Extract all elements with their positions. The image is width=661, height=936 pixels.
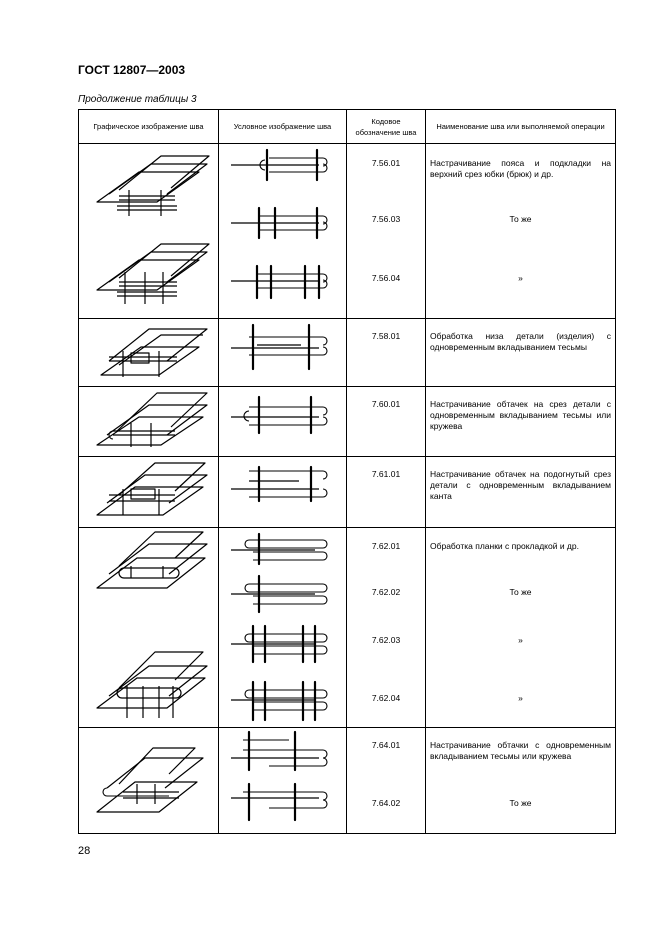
graphic-seam-image (79, 528, 219, 728)
column-header: Графическое изображение шва (79, 110, 219, 144)
seam-drawing (79, 528, 219, 728)
seam-symbol (219, 319, 347, 387)
operation-name: Обработка планки с прокладкой и др. (430, 541, 579, 551)
operation-name: То же (509, 798, 532, 808)
conventional-seam-image (219, 728, 347, 834)
seam-code: 7.64.01 (371, 740, 401, 750)
operation-cell (426, 528, 616, 728)
column-header: Кодовое обозначение шва (347, 110, 426, 144)
conventional-seam-image (219, 319, 347, 387)
seam-code: 7.62.03 (371, 635, 401, 645)
code-cell (347, 457, 426, 528)
graphic-seam-image (79, 319, 219, 387)
operation-name: Обработка низа детали (изделия) с одновременным вкладыванием тесьмы (430, 331, 611, 352)
operation-name: » (518, 693, 523, 703)
operation-cell (426, 457, 616, 528)
table-caption: Продолжение таблицы 3 (78, 94, 197, 105)
graphic-seam-image (79, 387, 219, 457)
operation-name: » (518, 635, 523, 645)
column-header: Условное изображение шва (219, 110, 347, 144)
operation-cell (426, 728, 616, 834)
standard-title: ГОСТ 12807—2003 (78, 63, 186, 77)
table-header-row (79, 110, 616, 144)
seam-code: 7.60.01 (371, 399, 401, 409)
seam-code: 7.62.04 (371, 693, 401, 703)
seam-code: 7.58.01 (371, 331, 401, 341)
conventional-seam-image (219, 144, 347, 319)
seam-symbol (219, 387, 347, 457)
seam-symbol (219, 457, 347, 528)
table-row (79, 387, 616, 457)
code-cell (347, 728, 426, 834)
conventional-seam-image (219, 387, 347, 457)
conventional-seam-image (219, 457, 347, 528)
operation-name: Настрачивание пояса и подкладки на верхний срез юбки (брюк) и др. (430, 158, 611, 179)
table-row (79, 528, 616, 728)
operation-name: То же (509, 214, 532, 224)
operation-name: » (518, 273, 523, 283)
operation-name: Настрачивание обтачек на подогнутый срез детали с одновременным вкладыванием канта (430, 469, 611, 501)
code-cell (347, 528, 426, 728)
page-number: 28 (78, 845, 91, 857)
seam-table (78, 109, 616, 834)
seam-code: 7.62.02 (371, 587, 401, 597)
seam-code: 7.56.01 (371, 158, 401, 168)
seam-symbol (219, 144, 347, 319)
seam-code: 7.61.01 (371, 469, 401, 479)
seam-drawing (79, 319, 219, 387)
table-row (79, 144, 616, 319)
operation-cell (426, 319, 616, 387)
seam-drawing (79, 728, 219, 834)
code-cell (347, 387, 426, 457)
operation-cell (426, 144, 616, 319)
code-cell (347, 144, 426, 319)
graphic-seam-image (79, 728, 219, 834)
graphic-seam-image (79, 144, 219, 319)
seam-symbol (219, 728, 347, 834)
table-row (79, 319, 616, 387)
seam-drawing (79, 387, 219, 457)
column-header: Наименование шва или выполняемой операции (426, 110, 616, 144)
seam-code: 7.62.01 (371, 541, 401, 551)
operation-name: Настрачивание обтачек на срез детали с одновременным вкладыванием тесьмы или кружева (430, 399, 611, 431)
seam-drawing (79, 144, 219, 319)
conventional-seam-image (219, 528, 347, 728)
seam-code: 7.56.03 (371, 214, 401, 224)
seam-symbol (219, 528, 347, 728)
operation-name: То же (509, 587, 532, 597)
table-row (79, 457, 616, 528)
seam-code: 7.64.02 (371, 798, 401, 808)
seam-drawing (79, 457, 219, 528)
code-cell (347, 319, 426, 387)
table-row (79, 728, 616, 834)
operation-cell (426, 387, 616, 457)
seam-code: 7.56.04 (371, 273, 401, 283)
graphic-seam-image (79, 457, 219, 528)
operation-name: Настрачивание обтачки с одновременным вкладыванием тесьмы или кружева (430, 740, 611, 761)
